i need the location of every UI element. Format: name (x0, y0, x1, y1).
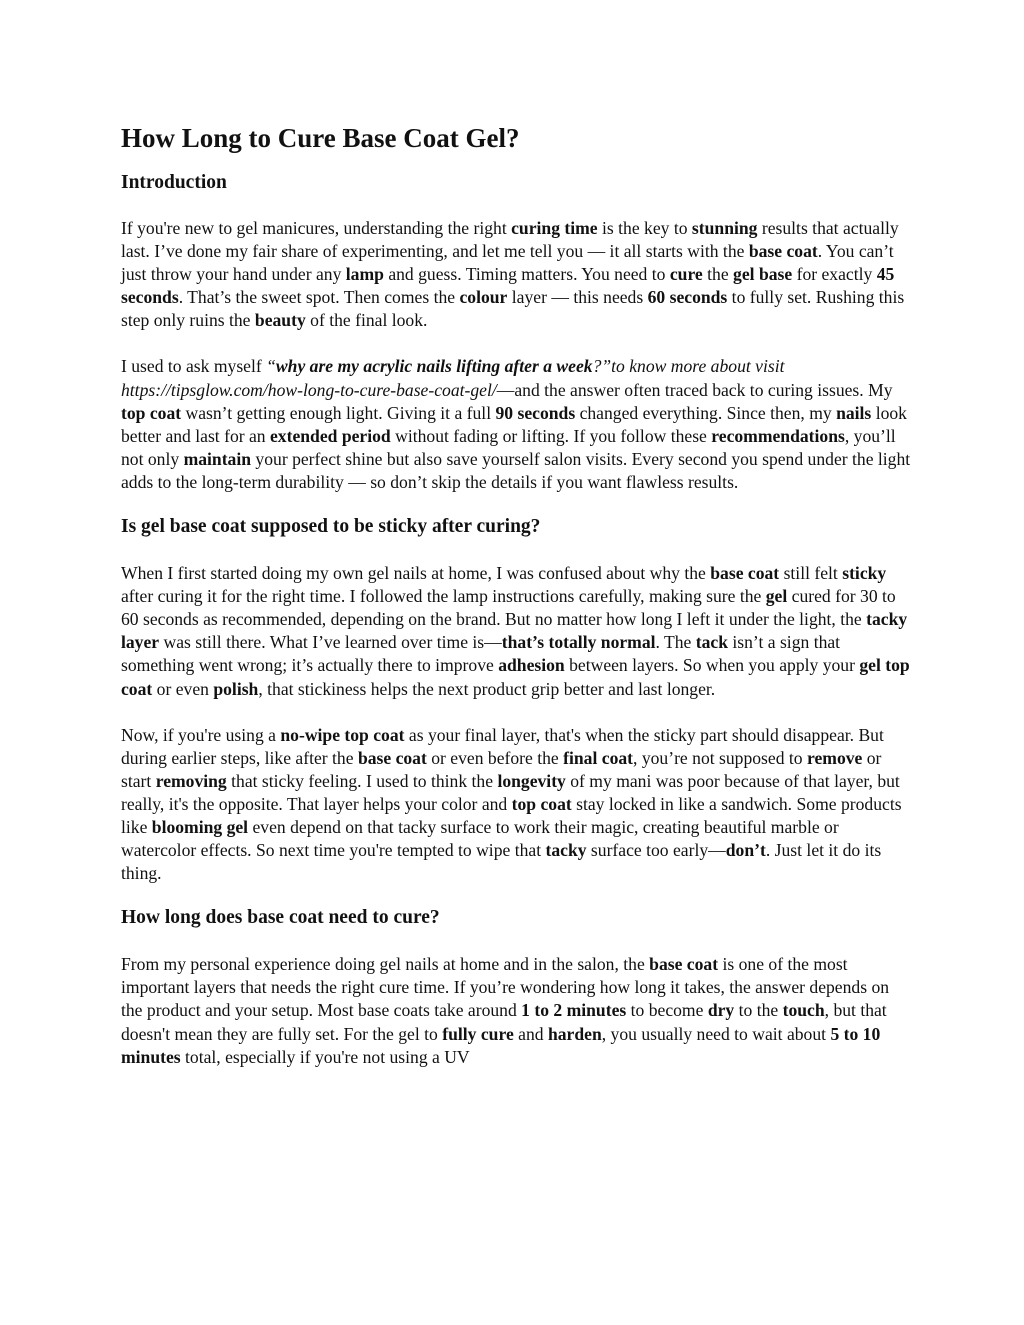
document-page (121, 118, 911, 1069)
bold-text: no-wipe top coat (280, 724, 405, 745)
text-run: , you usually need to wait about (601, 1023, 831, 1044)
text-run: , you’re not supposed to (633, 747, 807, 768)
bold-text: that’s totally normal (501, 632, 656, 653)
bold-text: sticky (842, 563, 887, 584)
bold-text: extended period (270, 425, 391, 446)
bold-text: gel top coat (121, 655, 910, 699)
text-run: the (702, 264, 734, 285)
bold-italic-question: why are my acrylic nails lifting after a week (275, 356, 593, 377)
bold-text: don’t (725, 840, 766, 861)
bold-text: blooming gel (151, 816, 249, 837)
text-run: or start (121, 747, 882, 791)
text-run: —and the answer often traced back to curing issues. My (496, 379, 893, 400)
text-run: look better and last for an (121, 402, 907, 446)
bold-text: lamp (345, 264, 384, 285)
text-run: and (513, 1023, 548, 1044)
bold-text: adhesion (498, 655, 565, 676)
text-run: When I first started doing my own gel nails at home, I was confused about why the (121, 563, 711, 584)
bold-text: 1 to 2 minutes (521, 1000, 627, 1021)
bold-text: recommendations (711, 425, 845, 446)
text-run: to the (734, 1000, 783, 1021)
text-run: I used to ask myself (121, 356, 267, 377)
bold-text: top coat (121, 402, 182, 423)
text-run: layer — this needs (507, 287, 648, 308)
section-heading-introduction: Introduction (121, 172, 227, 193)
intro-paragraph-2 (121, 355, 911, 494)
sticky-paragraph-2 (121, 724, 911, 886)
text-run: or even (152, 678, 214, 699)
section-heading-sticky: Is gel base coat supposed to be sticky after curing? (121, 516, 541, 538)
text-run: still felt (779, 563, 843, 584)
bold-text: remove (807, 747, 863, 768)
text-run: . You can’t just throw your hand under any (121, 241, 894, 285)
text-run: stay locked in like a sandwich. Some products like (121, 793, 902, 837)
text-run: to fully set. Rushing this step only ruins the (121, 287, 905, 331)
text-run: or even before the (426, 747, 564, 768)
bold-text: polish (213, 678, 259, 699)
text-run: results that actually last. I’ve done my fair share of experimenting, and let me tell you — it all starts with the (121, 218, 899, 262)
text-run: for exactly (792, 264, 877, 285)
bold-text: fully cure (442, 1023, 514, 1044)
text-run: that sticky feeling. I used to think the (226, 770, 498, 791)
text-run: , you’ll not only (121, 425, 896, 469)
text-run: surface too early— (586, 840, 726, 861)
bold-text: base coat (710, 563, 780, 584)
intro-paragraph-1 (121, 217, 911, 332)
bold-text: longevity (497, 770, 566, 791)
bold-text: stunning (691, 218, 758, 238)
bold-text: gel base (733, 264, 793, 285)
bold-text: dry (707, 1000, 735, 1021)
text-run: and guess. Timing matters. You need to (383, 264, 670, 285)
text-run: cured for 30 to 60 seconds as recommended, depending on the brand. But no matter how long I left it under the light, the (121, 586, 896, 630)
text-run: between layers. So when you apply your (564, 655, 860, 676)
text-run: without fading or lifting. If you follow these (390, 425, 712, 446)
bold-text: cure (669, 264, 703, 285)
bold-text: curing time (511, 218, 598, 238)
bold-text: 90 seconds (495, 402, 576, 423)
bold-text: removing (155, 770, 227, 791)
cure-paragraph-1 (121, 953, 911, 1068)
bold-text: harden (547, 1023, 602, 1044)
bold-text: 45 seconds (121, 264, 895, 308)
page-title: How Long to Cure Base Coat Gel? (121, 123, 520, 153)
italic-link-text: ?”to know more about visit https://tipsglow.com/how-long-to-cure-base-coat-gel/ (121, 356, 785, 400)
sticky-paragraph-1 (121, 562, 911, 701)
text-run: If you're new to gel manicures, understanding the right (121, 218, 512, 238)
bold-text: top coat (511, 793, 572, 814)
text-run: wasn’t getting enough light. Giving it a full (181, 402, 496, 423)
text-run: is the key to (597, 218, 692, 238)
text-run: changed everything. Since then, my (575, 402, 837, 423)
bold-text: colour (459, 287, 508, 308)
bold-text: 5 to 10 minutes (121, 1023, 881, 1067)
text-run: even depend on that tacky surface to work their magic, creating beautiful marble or watercolor effects. So next time you're tempted to wipe that (121, 816, 839, 861)
text-run: of the final look. (305, 310, 428, 331)
bold-text: tacky layer (121, 609, 908, 653)
section-heading-cure-time: How long does base coat need to cure? (121, 907, 440, 929)
text-run: From my personal experience doing gel nails at home and in the salon, the (121, 954, 650, 975)
text-run: Now, if you're using a (121, 724, 281, 745)
text-run: of my mani was poor because of that layer, but really, it's the opposite. That layer helps your color and (121, 770, 900, 814)
text-run: after curing it for the right time. I followed the lamp instructions carefully, making sure the (121, 586, 766, 607)
bold-text: final coat (563, 747, 634, 768)
text-run: . That’s the sweet spot. Then comes the (178, 287, 460, 308)
italic-text: “ (266, 356, 276, 377)
text-run: is one of the most important layers that needs the right cure time. If you’re wondering how long it takes, the answer depends on the product and your setup. Most base coats take around (121, 954, 890, 1021)
text-run: , but that doesn't mean they are fully set. For the gel to (121, 1000, 887, 1044)
text-run: . Just let it do its thing. (121, 840, 882, 884)
text-run: , that stickiness helps the next product grip better and last longer. (258, 678, 716, 699)
bold-text: maintain (183, 448, 252, 469)
bold-text: base coat (748, 241, 818, 262)
bold-text: 60 seconds (647, 287, 728, 308)
bold-text: gel (765, 586, 788, 607)
bold-text: touch (782, 1000, 825, 1021)
text-run: to become (626, 1000, 708, 1021)
text-run: isn’t a sign that something went wrong; it’s actually there to improve (121, 632, 841, 676)
bold-text: base coat (649, 954, 719, 975)
bold-text: nails (836, 402, 872, 423)
bold-text: beauty (254, 310, 306, 331)
text-run: total, especially if you're not using a UV (180, 1046, 470, 1067)
bold-text: tack (695, 632, 728, 653)
bold-text: tacky (545, 840, 587, 861)
text-run: your perfect shine but also save yourself salon visits. Every second you spend under the light adds to the long-term durability — so don’t skip the details if you want flawless results. (121, 448, 911, 492)
text-run: was still there. What I’ve learned over time is— (159, 632, 502, 653)
text-run: as your final layer, that's when the sticky part should disappear. But during earlier steps, like after the (121, 724, 884, 768)
bold-text: base coat (357, 747, 427, 768)
text-run: . The (655, 632, 696, 653)
